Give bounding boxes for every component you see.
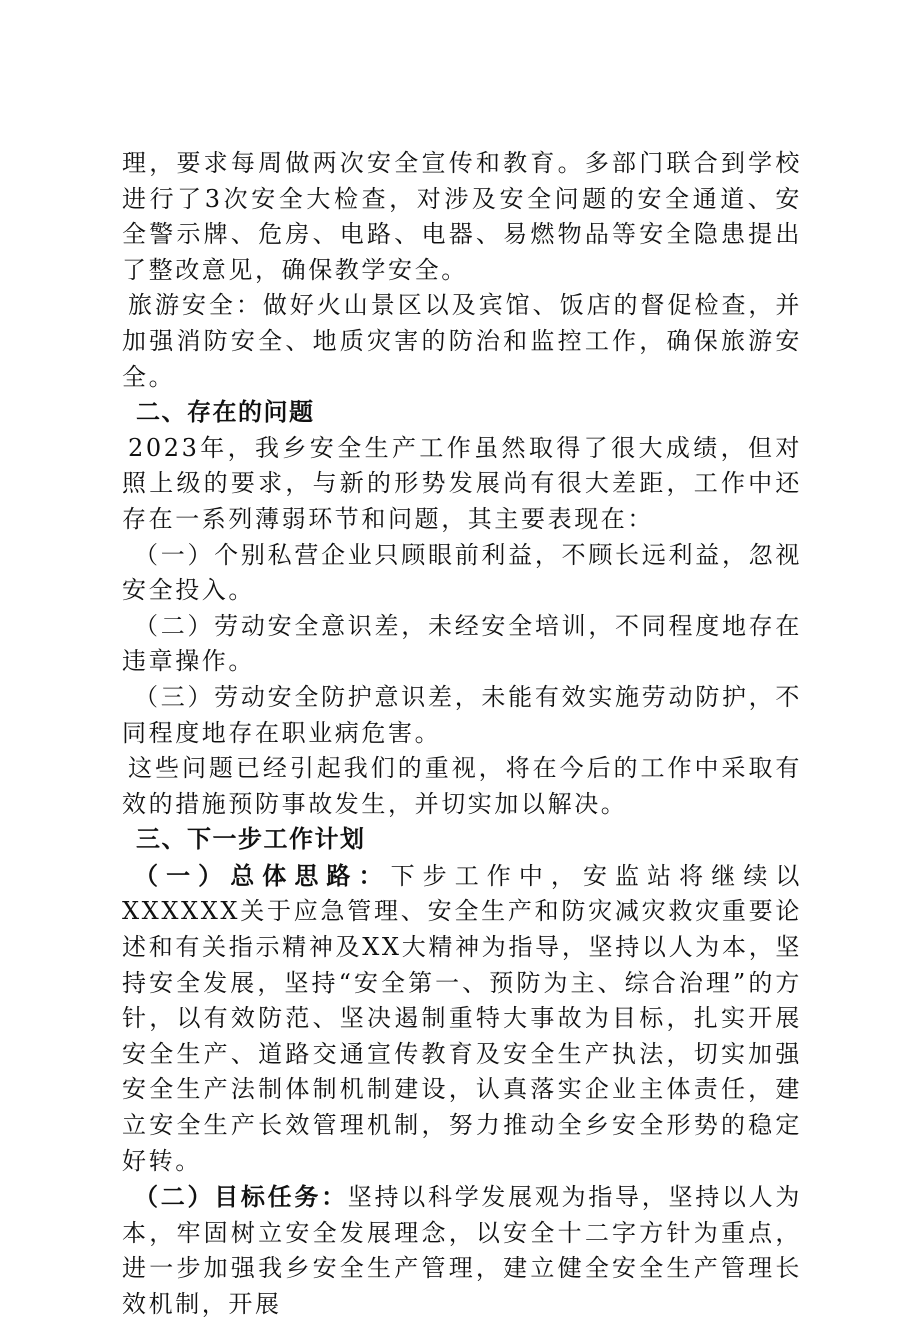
plan-overall-body: 下步工作中，安监站将继续以XXXXXX关于应急管理、安全生产和防灾减灾救灾重要论述和有关指示精神及XX大精神为指导，坚持以人为本，坚持安全发展，坚持“安全第一、预防为主、综合治理”的方针，以有效防范、坚决遏制重特大事故为目标，扎实开展安全生产、道路交通宣传教育及安全生产执法，切实加强安全生产法制体制机制建设，认真落实企业主体责任，建立安全生产长效管理机制，努力推动全乡安全形势的稳定好转。: [122, 861, 802, 1175]
plan-targets-body: 坚持以科学发展观为指导，坚持以人为本，牢固树立安全发展理念，以安全十二字方针为重点，进一步加强我乡安全生产管理，建立健全安全生产管理长效机制，开展: [122, 1183, 802, 1318]
section-heading-next-plan: 三、下一步工作计划: [136, 825, 366, 854]
plan-overall-lead: （一）总体思路：: [134, 860, 391, 890]
paragraph-plan-overall: [122, 858, 802, 1179]
document-body: [122, 146, 802, 1323]
list-item-problem-2: （二）劳动安全意识差，未经安全培训，不同程度地存在违章操作。: [122, 611, 802, 676]
paragraph-problems-intro: 2023年，我乡安全生产工作虽然取得了很大成绩，但对照上级的要求，与新的形势发展尚有很大差距，工作中还存在一系列薄弱环节和问题，其主要表现在：: [122, 433, 802, 533]
section-heading-problems: 二、存在的问题: [136, 398, 315, 427]
paragraph-problems-conclusion: 这些问题已经引起我们的重视，将在今后的工作中采取有效的措施预防事故发生，并切实加以解决。: [122, 754, 802, 818]
paragraph-tourism-safety: 旅游安全：做好火山景区以及宾馆、饭店的督促检查，并加强消防安全、地质灾害的防治和监控工作，确保旅游安全。: [122, 291, 802, 391]
paragraph-school-safety: 理，要求每周做两次安全宣传和教育。多部门联合到学校进行了3次安全大检查，对涉及安全问题的安全通道、安全警示牌、危房、电路、电器、易燃物品等安全隐患提出了整改意见，确保教学安全。: [122, 149, 802, 284]
plan-targets-lead: （二）目标任务：: [134, 1182, 348, 1212]
list-item-problem-3: （三）劳动安全防护意识差，未能有效实施劳动防护，不同程度地存在职业病危害。: [122, 682, 802, 747]
list-item-problem-1: （一）个别私营企业只顾眼前利益，不顾长远利益，忽视安全投入。: [122, 540, 802, 605]
paragraph-plan-targets: [122, 1179, 802, 1322]
